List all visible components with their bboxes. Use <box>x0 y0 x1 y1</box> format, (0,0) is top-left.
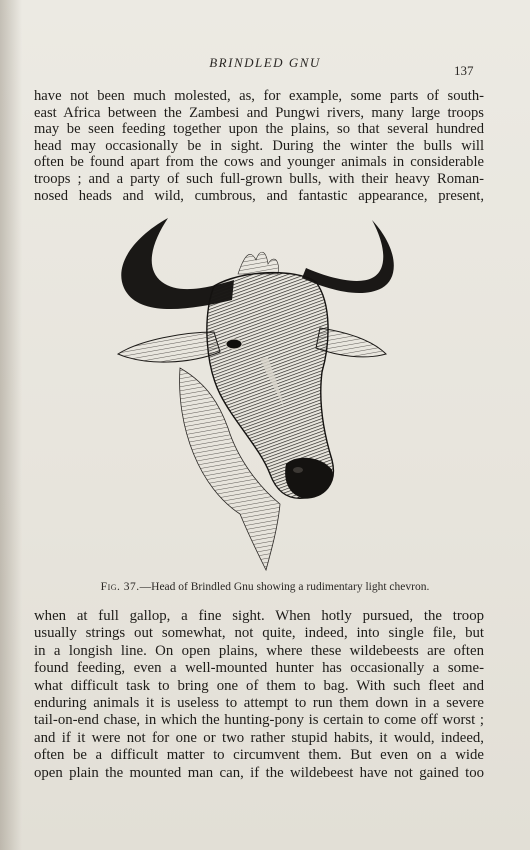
text-line: troops ; and a party of such full-grown bulls, with their heavy Roman- <box>34 170 484 187</box>
bottom-paragraph <box>34 608 484 782</box>
figure-caption <box>0 581 530 593</box>
text-line: enduring animals it is useless to attempt to run them down in a severe <box>34 694 484 711</box>
text-line: east Africa between the Zambesi and Pungwi rivers, many large troops <box>34 104 484 121</box>
eye <box>226 339 242 349</box>
forelock <box>238 252 278 274</box>
gnu-head-illustration <box>110 208 410 578</box>
text-line: when at full gallop, a fine sight. When hotly pursued, the troop <box>34 608 484 624</box>
text-line: what difficult task to bring one of them to bag. With such fleet and <box>34 677 484 694</box>
text-line: head may occasionally be in sight. During the winter the bulls will <box>34 137 484 154</box>
figure-label: Fig. 37. <box>100 581 140 593</box>
text-line: open plain the mounted man can, if the wildebeest have not gained too <box>34 764 484 781</box>
running-head: BRINDLED GNU <box>209 55 321 70</box>
text-line: have not been much molested, as, for example, some parts of south- <box>34 88 484 104</box>
text-line: tail-on-end chase, in which the hunting-pony is certain to come off worst ; <box>34 712 484 729</box>
text-line: found feeding, even a well-mounted hunter has occasionally a some- <box>34 660 484 677</box>
page-number: 137 <box>454 63 474 78</box>
text-line: and if it were not for one or two rather stupid habits, it would, indeed, <box>34 729 484 746</box>
figure-caption-text: —Head of Brindled Gnu showing a rudimentary light chevron. <box>139 581 430 593</box>
text-line: often be a difficult matter to circumvent them. But even on a wide <box>34 747 484 764</box>
text-line: nosed heads and wild, cumbrous, and fantastic appearance, present, <box>34 187 484 204</box>
text-line: may be seen feeding together upon the plains, so that several hundred <box>34 121 484 138</box>
left-ear <box>118 332 220 362</box>
nostril <box>293 467 303 473</box>
text-line: often be found apart from the cows and younger animals in considerable <box>34 154 484 171</box>
top-paragraph <box>34 88 484 204</box>
text-line: in a longish line. On open plains, where these wildebeests are often <box>34 642 484 659</box>
gutter-shadow <box>0 0 22 850</box>
text-line: usually strings out somewhat, not quite, indeed, into single file, but <box>34 625 484 642</box>
